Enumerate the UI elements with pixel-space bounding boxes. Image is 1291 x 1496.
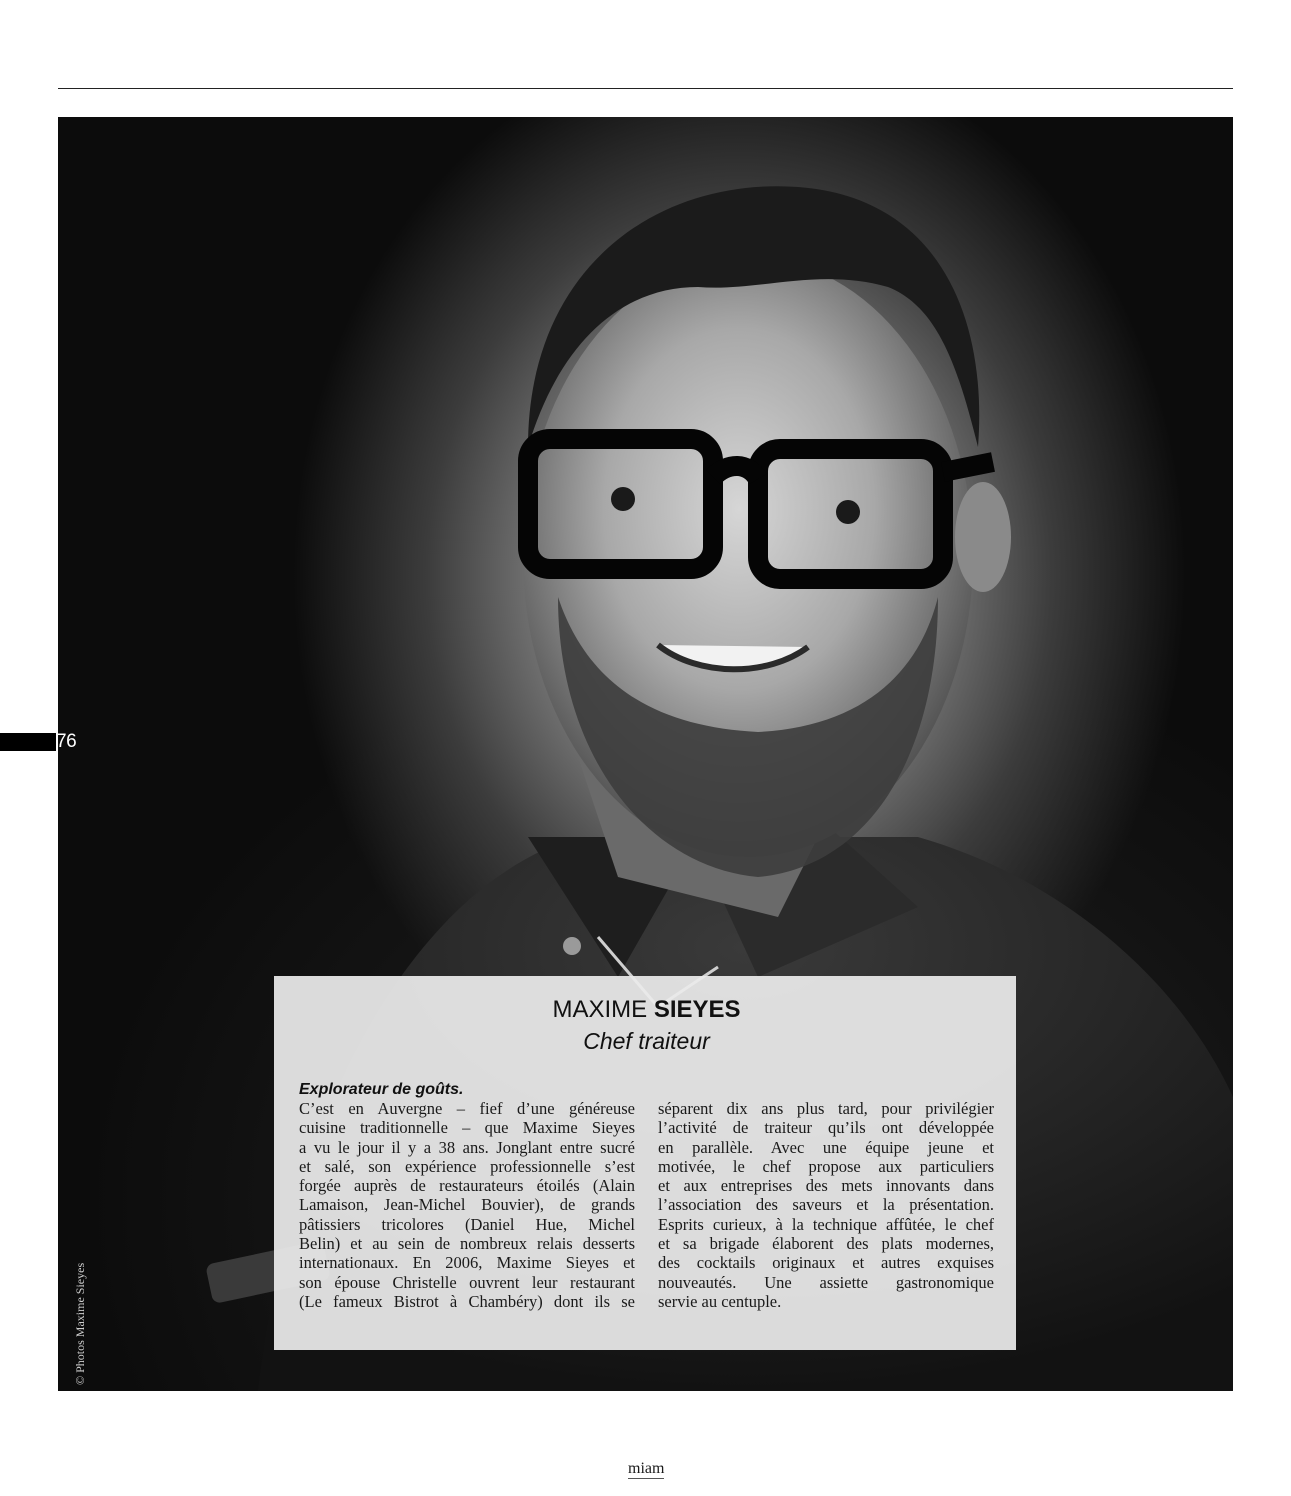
- page-number-tab: [0, 733, 56, 751]
- text-line: nouveautés. Une assiette gastronomique: [658, 1272, 994, 1292]
- text-line: (Le fameux Bistrot à Chambéry) dont ils se: [299, 1291, 635, 1311]
- article-column-left: [299, 1080, 635, 1311]
- text-line: l’activité de traiteur qu’ils ont développée: [658, 1118, 994, 1138]
- text-line: Lamaison, Jean-Michel Bouvier), de grands: [299, 1195, 635, 1215]
- text-line: son épouse Christelle ouvrent leur restaurant: [299, 1272, 635, 1292]
- text-line: servie au centuple.: [658, 1291, 782, 1311]
- text-line: en parallèle. Avec une équipe jeune et: [658, 1137, 994, 1157]
- article-columns: [299, 1080, 994, 1311]
- text-line: internationaux. En 2006, Maxime Sieyes et: [299, 1253, 635, 1273]
- text-line: C’est en Auvergne – fief d’une généreuse: [299, 1099, 635, 1118]
- text-line: et salé, son expérience professionnelle s’est: [299, 1156, 635, 1176]
- text-line: a vu le jour il y a 38 ans. Jonglant entre sucré: [299, 1137, 635, 1157]
- profile-caption-box: [274, 976, 1016, 1350]
- article-column-right: [658, 1099, 994, 1311]
- text-line: l’association des saveurs et la présentation.: [658, 1195, 994, 1215]
- text-line: pâtissiers tricolores (Daniel Hue, Michel: [299, 1214, 635, 1234]
- text-line: Belin) et au sein de nombreux relais desserts: [299, 1234, 635, 1254]
- text-line: séparent dix ans plus tard, pour privilégier: [658, 1099, 994, 1118]
- article-lead: Explorateur de goûts.: [299, 1081, 464, 1098]
- text-line: forgée auprès de restaurateurs étoilés (Alain: [299, 1176, 635, 1196]
- text-line: cuisine traditionnelle – que Maxime Sieyes: [299, 1118, 635, 1138]
- photo-credit: © Photos Maxime Sieyes: [73, 1262, 87, 1385]
- chef-last-name: SIEYES: [653, 996, 741, 1023]
- text-line: Esprits curieux, à la technique affûtée, le chef: [658, 1214, 994, 1234]
- magazine-logo: miam: [628, 1460, 665, 1477]
- text-line: et aux entreprises des mets innovants dans: [658, 1176, 994, 1196]
- top-rule: [58, 88, 1233, 89]
- text-line: et sa brigade élaborent des plats modernes,: [658, 1234, 994, 1254]
- chef-first-name: MAXIME: [552, 996, 648, 1023]
- chef-name: [299, 996, 994, 1024]
- page-number: 76: [56, 731, 77, 752]
- text-line: motivée, le chef propose aux particuliers: [658, 1156, 994, 1176]
- text-line: des cocktails originaux et autres exquises: [658, 1253, 994, 1273]
- chef-role: Chef traiteur: [583, 1028, 710, 1054]
